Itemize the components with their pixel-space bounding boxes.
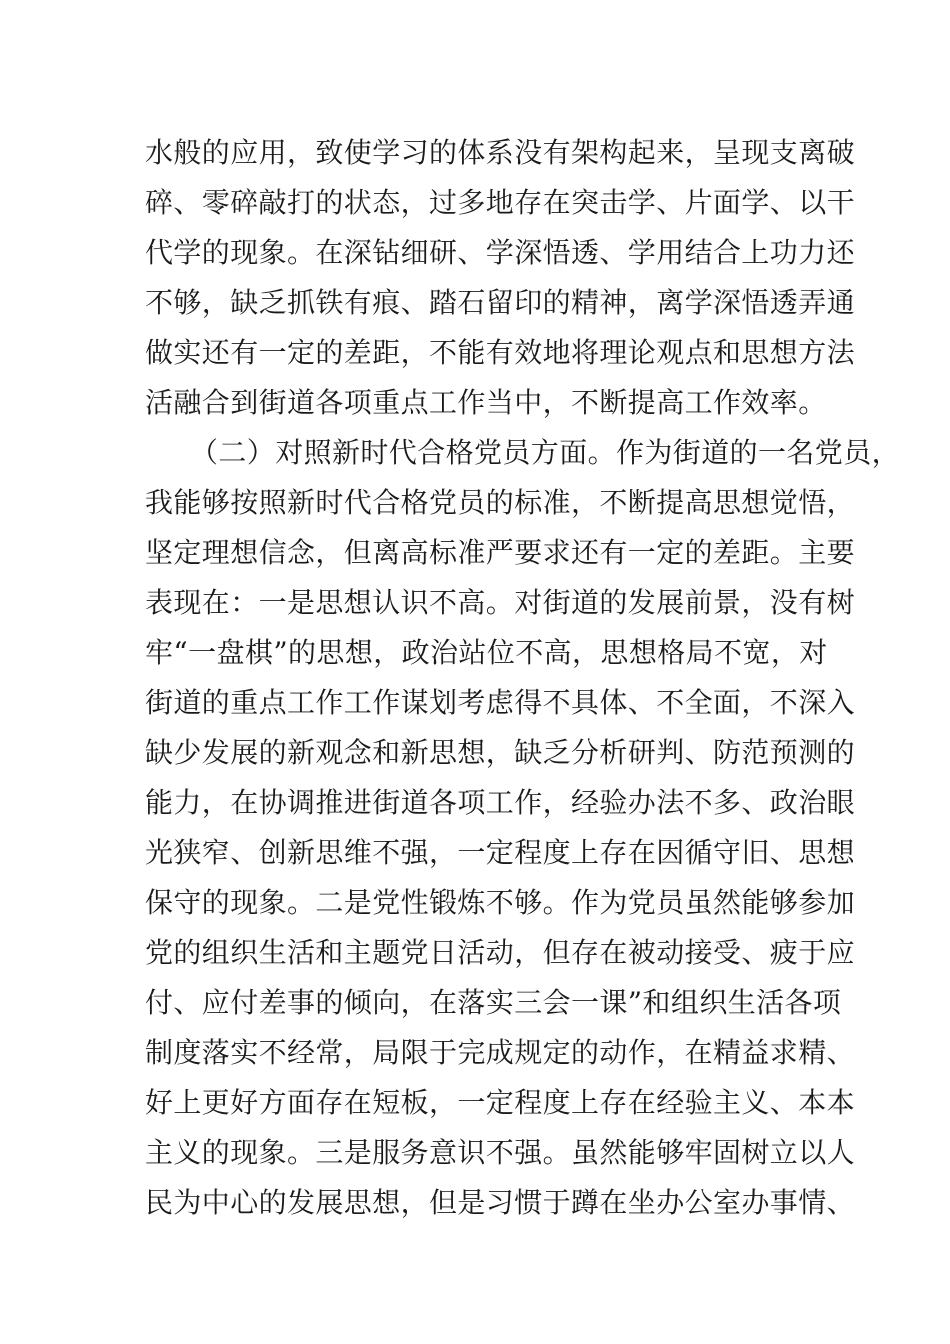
text-line: 光狭窄、创新思维不强，一定程度上存在因循守旧、思想 [145, 836, 856, 869]
text-line: 我能够按照新时代合格党员的标准，不断提高思想觉悟， [145, 486, 856, 519]
text-line: 做实还有一定的差距，不能有效地将理论观点和思想方法 [145, 336, 856, 369]
text-line: 保守的现象。二是党性锻炼不够。作为党员虽然能够参加 [145, 886, 856, 919]
text-line: 水般的应用，致使学习的体系没有架构起来，呈现支离破 [145, 136, 856, 169]
text-line: 表现在：一是思想认识不高。对街道的发展前景，没有树 [145, 586, 856, 619]
text-line: 牢“一盘棋”的思想，政治站位不高，思想格局不宽，对 [145, 636, 828, 669]
text-line: 能力，在协调推进街道各项工作，经验办法不多、政治眼 [145, 786, 856, 819]
text-line: 不够，缺乏抓铁有痕、踏石留印的精神，离学深悟透弄通 [145, 286, 856, 319]
text-line: 坚定理想信念，但离高标准严要求还有一定的差距。主要 [145, 536, 856, 569]
text-line: 缺少发展的新观念和新思想，缺乏分析研判、防范预测的 [145, 736, 856, 769]
text-line: 好上更好方面存在短板，一定程度上存在经验主义、本本 [145, 1086, 856, 1119]
text-line: 代学的现象。在深钻细研、学深悟透、学用结合上功力还 [145, 236, 856, 269]
section-heading-line: （二）对照新时代合格党员方面。作为街道的一名党员， [190, 436, 901, 469]
text-line: 碎、零碎敲打的状态，过多地存在突击学、片面学、以干 [145, 186, 856, 219]
text-line: 主义的现象。三是服务意识不强。虽然能够牢固树立以人 [145, 1136, 856, 1169]
text-line: 党的组织生活和主题党日活动，但存在被动接受、疲于应 [145, 936, 856, 969]
body-text [145, 128, 901, 1228]
text-line: 民为中心的发展思想，但是习惯于蹲在坐办公室办事情、 [145, 1186, 856, 1219]
text-line: 街道的重点工作工作谋划考虑得不具体、不全面，不深入 [145, 686, 856, 719]
text-line: 制度落实不经常，局限于完成规定的动作，在精益求精、 [145, 1036, 856, 1069]
text-line: 活融合到街道各项重点工作当中，不断提高工作效率。 [145, 386, 827, 419]
text-line: 付、应付差事的倾向，在落实三会一课”和组织生活各项 [145, 986, 842, 1019]
